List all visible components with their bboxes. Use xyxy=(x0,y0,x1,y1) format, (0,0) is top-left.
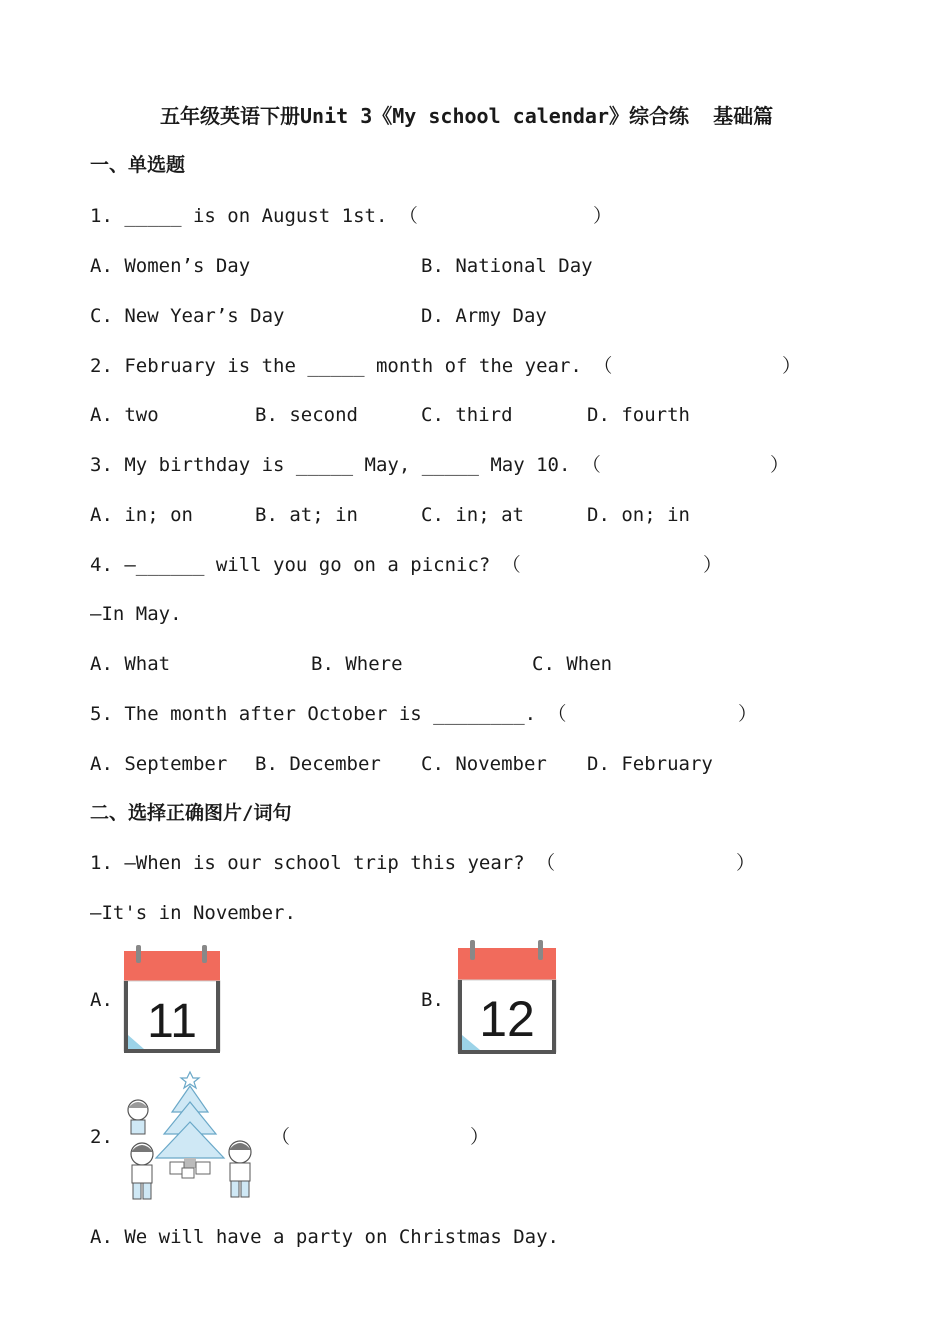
s2-q1-option-b-label: B. xyxy=(421,989,444,1011)
s2-q1-close-paren: ） xyxy=(736,852,756,874)
s2-q2-open-paren: （ xyxy=(271,1126,291,1148)
q1-option-c: C. New Year’s Day xyxy=(90,305,285,327)
s2-q2-close-paren: ） xyxy=(470,1126,490,1148)
q1-stem: 1. _____ is on August 1st. （ xyxy=(90,205,418,227)
q2-stem: 2. February is the _____ month of the year. （ xyxy=(90,355,613,377)
q1-option-d: D. Army Day xyxy=(421,305,547,327)
page-title: 五年级英语下册Unit 3《My school calendar》综合练 基础篇 xyxy=(160,104,774,128)
q4-option-c: C. When xyxy=(532,653,613,675)
s2-q1-reply: —It's in November. xyxy=(90,902,296,924)
s2-q2-option-a: A. We will have a party on Christmas Day. xyxy=(90,1226,559,1248)
calendar-12-icon xyxy=(456,940,558,1056)
q5-stem: 5. The month after October is ________. （ xyxy=(90,703,567,725)
q5-option-c: C. November xyxy=(421,753,547,775)
q2-option-d: D. fourth xyxy=(587,404,690,426)
q4-reply: —In May. xyxy=(90,603,182,625)
section-1-heading: 一、单选题 xyxy=(90,154,186,176)
q3-close-paren: ） xyxy=(770,454,790,476)
q3-option-b: B. at; in xyxy=(255,504,358,526)
q5-option-b: B. December xyxy=(255,753,381,775)
q1-option-a: A. Women’s Day xyxy=(90,255,251,277)
q5-option-d: D. February xyxy=(587,753,713,775)
calendar-11-number: 11 xyxy=(147,995,197,1048)
christmas-tree-kids-image xyxy=(120,1068,260,1206)
s2-q2-label: 2. xyxy=(90,1126,113,1148)
q5-close-paren: ） xyxy=(738,703,758,725)
section-2-heading: 二、选择正确图片/词句 xyxy=(90,802,292,824)
calendar-12-number: 12 xyxy=(479,991,535,1047)
q2-option-a: A. two xyxy=(90,404,159,426)
q4-option-a: A. What xyxy=(90,653,171,675)
q4-option-b: B. Where xyxy=(311,653,403,675)
q3-stem: 3. My birthday is _____ May, _____ May 10. （ xyxy=(90,454,601,476)
q3-option-c: C. in; at xyxy=(421,504,524,526)
q1-close-paren: ） xyxy=(593,205,613,227)
s2-q1-option-a-label: A. xyxy=(90,989,113,1011)
q2-option-c: C. third xyxy=(421,404,513,426)
q2-option-b: B. second xyxy=(255,404,358,426)
q3-option-d: D. on; in xyxy=(587,504,690,526)
q4-close-paren: ） xyxy=(703,554,723,576)
calendar-11-icon xyxy=(122,945,222,1055)
q3-option-a: A. in; on xyxy=(90,504,193,526)
q2-close-paren: ） xyxy=(782,355,802,377)
q1-option-b: B. National Day xyxy=(421,255,593,277)
s2-q1-stem: 1. —When is our school trip this year? （ xyxy=(90,852,556,874)
q4-stem: 4. —______ will you go on a picnic? （ xyxy=(90,554,521,576)
q5-option-a: A. September xyxy=(90,753,228,775)
